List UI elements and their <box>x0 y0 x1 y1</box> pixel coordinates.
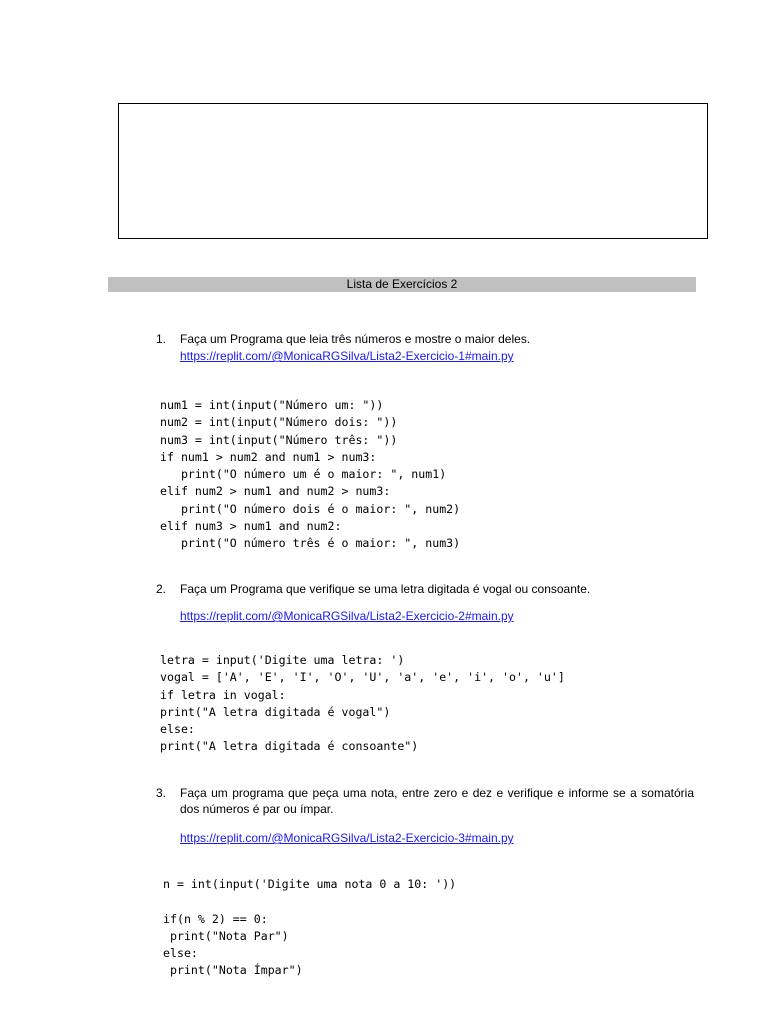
exercise-2-code: letra = input('Digite uma letra: ') vogal = ['A', 'E', 'I', 'O', 'U', 'a', 'e', 'i', 'o', 'u'] if letra in vogal: print("A letra digitada é vogal") else: print("A letra digitada é consoante") <box>160 653 565 754</box>
exercise-1-number: 1. <box>156 332 167 346</box>
exercise-3-code: n = int(input('Digite uma nota 0 a 10: ')) if(n % 2) == 0: print("Nota Par") else: print("Nota Ímpar") <box>163 877 457 978</box>
exercise-2-question: Faça um Programa que verifique se uma letra digitada é vogal ou consoante. <box>180 582 591 596</box>
header-box <box>118 103 708 239</box>
exercise-3-number: 3. <box>156 786 167 800</box>
exercise-3-link[interactable]: https://replit.com/@MonicaRGSilva/Lista2-Exercicio-3#main.py <box>180 831 514 845</box>
exercise-1-question: Faça um Programa que leia três números e mostre o maior deles. <box>180 332 531 346</box>
exercise-2-link[interactable]: https://replit.com/@MonicaRGSilva/Lista2-Exercicio-2#main.py <box>180 609 514 623</box>
exercise-1-code: num1 = int(input("Número um: ")) num2 = int(input("Número dois: ")) num3 = int(input("Número três: ")) if num1 > num2 and num1 > num3: print("O número um é o maior: ", num1) elif num2 > num1 and num2 > num3: print("O número dois é o maior: ", num2) elif num3 > num1 and num2: print("O número três é o maior: ", num3) <box>160 398 461 551</box>
exercise-1-link[interactable]: https://replit.com/@MonicaRGSilva/Lista2-Exercicio-1#main.py <box>180 349 514 363</box>
exercise-2-number: 2. <box>156 582 167 596</box>
document-title: Lista de Exercícios 2 <box>108 277 696 292</box>
exercise-3-question: Faça um programa que peça uma nota, entre zero e dez e verifique e informe se a somatória dos números é par ou ímpar. <box>180 786 694 816</box>
